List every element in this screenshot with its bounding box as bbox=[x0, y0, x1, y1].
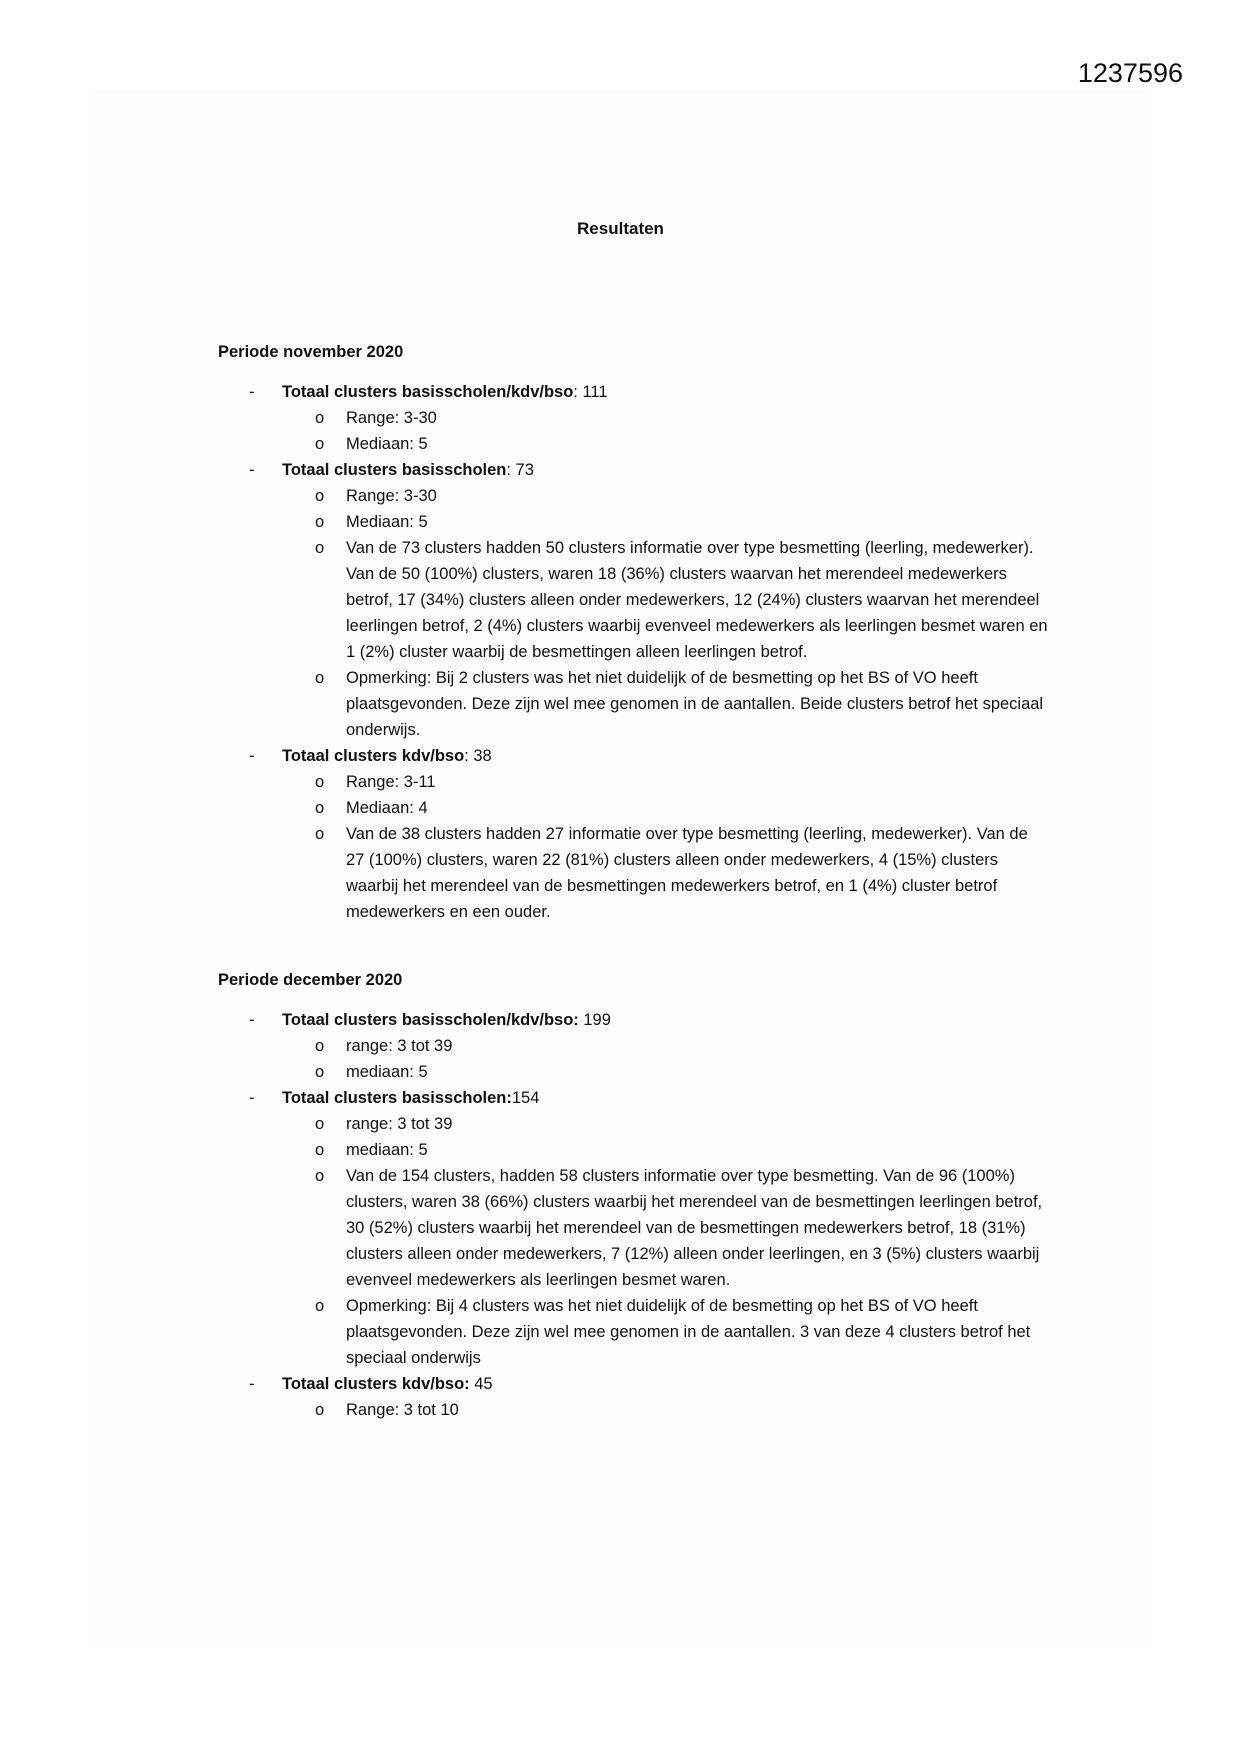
sub-item-text: Mediaan: 5 bbox=[346, 435, 428, 453]
sub-item bbox=[282, 483, 1048, 509]
page-title: Resultaten bbox=[577, 219, 664, 238]
sub-list bbox=[282, 405, 1048, 457]
sub-item bbox=[282, 1111, 1048, 1137]
sub-item bbox=[282, 1059, 1048, 1085]
item-value: : 73 bbox=[506, 461, 534, 479]
sub-list bbox=[282, 1397, 1048, 1423]
list-item bbox=[218, 1007, 1048, 1085]
item-list bbox=[218, 379, 1048, 925]
sub-item bbox=[282, 1137, 1048, 1163]
sub-list bbox=[282, 483, 1048, 743]
sub-item-text: Van de 154 clusters, hadden 58 clusters informatie over type besmetting. Van de 96 (100%) clusters, waren 38 (66%) clusters waarbij het merendeel van de besmettingen leerlingen betrof, 30 (52%) clusters waarbij het merendeel van de besmettingen medewerkers betrof, 18 (31%) clusters alleen onder medewerkers, 7 (12%) alleen onder leerlingen, en 3 (5%) clusters waarbij evenveel medewerkers als leerlingen besmet waren. bbox=[346, 1167, 1043, 1289]
sub-item-text: range: 3 tot 39 bbox=[346, 1115, 453, 1133]
sub-item-text: Mediaan: 5 bbox=[346, 513, 428, 531]
circle-bullet: o bbox=[315, 539, 325, 557]
circle-bullet: o bbox=[315, 1063, 325, 1081]
circle-bullet: o bbox=[315, 1167, 325, 1185]
dash-bullet: - bbox=[249, 1089, 255, 1107]
section-heading: Periode december 2020 bbox=[218, 971, 403, 989]
item-label: Totaal clusters basisscholen/kdv/bso: bbox=[282, 1011, 579, 1029]
list-item bbox=[218, 743, 1048, 925]
sub-item bbox=[282, 769, 1048, 795]
item-value: 199 bbox=[578, 1011, 611, 1029]
sub-item bbox=[282, 1163, 1048, 1293]
circle-bullet: o bbox=[315, 1297, 325, 1315]
item-list bbox=[218, 1007, 1048, 1423]
item-label: Totaal clusters basisscholen: bbox=[282, 1089, 512, 1107]
sub-item bbox=[282, 509, 1048, 535]
item-label: Totaal clusters basisscholen/kdv/bso bbox=[282, 383, 574, 401]
dash-bullet: - bbox=[249, 747, 255, 765]
circle-bullet: o bbox=[315, 1037, 325, 1055]
dash-bullet: - bbox=[249, 1011, 255, 1029]
section-november bbox=[218, 339, 1048, 925]
sub-item-text: Range: 3-11 bbox=[346, 773, 436, 791]
sub-item-text: Opmerking: Bij 2 clusters was het niet duidelijk of de besmetting op het BS of VO heeft plaatsgevonden. Deze zijn wel mee genomen in de aantallen. Beide clusters betrof het speciaal onderwijs. bbox=[346, 669, 1044, 739]
list-item bbox=[218, 1085, 1048, 1371]
item-value: 154 bbox=[511, 1089, 540, 1107]
sub-item-text: Van de 73 clusters hadden 50 clusters informatie over type besmetting (leerling, medewerker). Van de 50 (100%) clusters, waren 18 (36%) clusters waarvan het merendeel medewerkers betrof, 17 (34%) clusters alleen onder medewerkers, 12 (24%) clusters waarvan het merendeel leerlingen betrof, 2 (4%) clusters waarbij evenveel medewerkers als leerlingen besmet waren en 1 (2%) cluster waarbij de besmettingen alleen leerlingen betrof. bbox=[346, 539, 1048, 661]
circle-bullet: o bbox=[315, 1401, 325, 1419]
sub-item bbox=[282, 405, 1048, 431]
sub-list bbox=[282, 1033, 1048, 1085]
section-heading: Periode november 2020 bbox=[218, 343, 404, 361]
circle-bullet: o bbox=[315, 825, 325, 843]
circle-bullet: o bbox=[315, 1115, 325, 1133]
section-december bbox=[218, 967, 1048, 1423]
item-value: : 111 bbox=[573, 383, 608, 401]
sub-item bbox=[282, 1293, 1048, 1371]
sub-item-text: Opmerking: Bij 4 clusters was het niet duidelijk of de besmetting op het BS of VO heeft plaatsgevonden. Deze zijn wel mee genomen in de aantallen. 3 van deze 4 clusters betrof het speciaal onderwijs bbox=[346, 1297, 1031, 1367]
sub-item bbox=[282, 431, 1048, 457]
circle-bullet: o bbox=[315, 409, 325, 427]
sub-list bbox=[282, 1111, 1048, 1371]
sub-item-text: Range: 3 tot 10 bbox=[346, 1401, 459, 1419]
circle-bullet: o bbox=[315, 513, 325, 531]
list-item bbox=[218, 457, 1048, 743]
sub-item-text: Range: 3-30 bbox=[346, 409, 437, 427]
sub-item-text: mediaan: 5 bbox=[346, 1063, 428, 1081]
item-label: Totaal clusters basisscholen bbox=[282, 461, 507, 479]
item-label: Totaal clusters kdv/bso: bbox=[282, 1375, 470, 1393]
sub-item bbox=[282, 1033, 1048, 1059]
document-number: 1237596 bbox=[1077, 58, 1183, 88]
item-label: Totaal clusters kdv/bso bbox=[282, 747, 465, 765]
sub-list bbox=[282, 769, 1048, 925]
list-item bbox=[218, 1371, 1048, 1423]
circle-bullet: o bbox=[315, 487, 325, 505]
sub-item bbox=[282, 535, 1048, 665]
sub-item-text: Van de 38 clusters hadden 27 informatie over type besmetting (leerling, medewerker). Van de 27 (100%) clusters, waren 22 (81%) clusters alleen onder medewerkers, 4 (15%) clusters waarbij het merendeel van de besmettingen medewerkers betrof, en 1 (4%) cluster betrof medewerkers en een ouder. bbox=[346, 825, 1028, 921]
sub-item bbox=[282, 665, 1048, 743]
sub-item-text: Range: 3-30 bbox=[346, 487, 437, 505]
dash-bullet: - bbox=[249, 461, 255, 479]
circle-bullet: o bbox=[315, 669, 325, 687]
dash-bullet: - bbox=[249, 1375, 255, 1393]
circle-bullet: o bbox=[315, 1141, 325, 1159]
sub-item-text: Mediaan: 4 bbox=[346, 799, 428, 817]
circle-bullet: o bbox=[315, 799, 325, 817]
item-value: : 38 bbox=[464, 747, 492, 765]
sub-item bbox=[282, 821, 1048, 925]
sub-item bbox=[282, 1397, 1048, 1423]
circle-bullet: o bbox=[315, 773, 325, 791]
dash-bullet: - bbox=[249, 383, 255, 401]
circle-bullet: o bbox=[315, 435, 325, 453]
sub-item-text: mediaan: 5 bbox=[346, 1141, 428, 1159]
item-value: 45 bbox=[469, 1375, 493, 1393]
list-item bbox=[218, 379, 1048, 457]
sub-item-text: range: 3 tot 39 bbox=[346, 1037, 453, 1055]
sub-item bbox=[282, 795, 1048, 821]
